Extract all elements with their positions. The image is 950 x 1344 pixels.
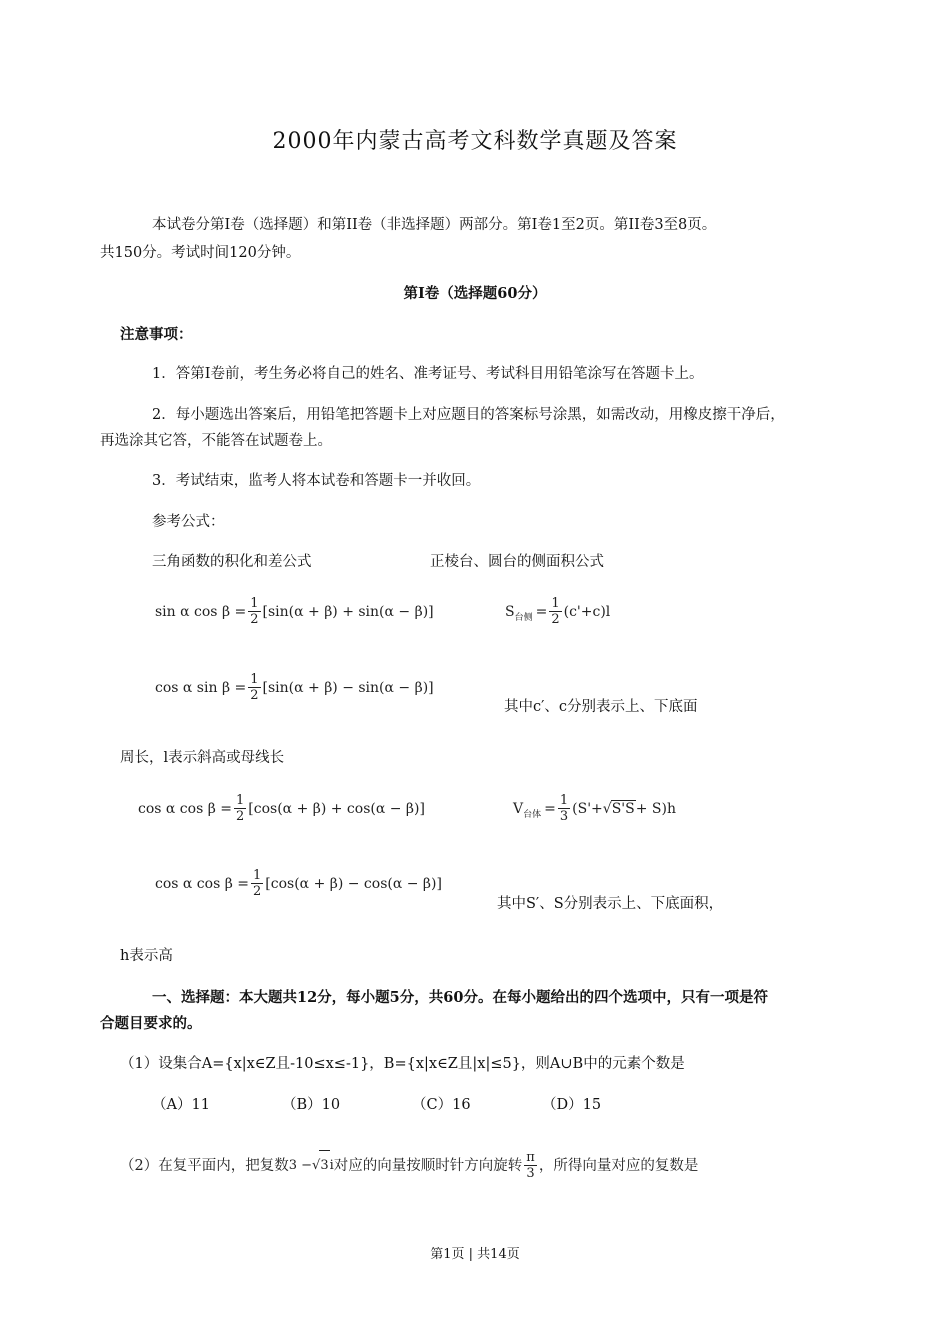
area-note-continued: 周长，l表示斜高或母线长 [120, 750, 285, 766]
frustum-area-heading: 正棱台、圆台的侧面积公式 [430, 554, 604, 570]
part1-heading-line-1: 一、选择题：本大题共12分，每小题5分，共60分。在每小题给出的四个选项中，只有一项是符 [152, 989, 768, 1006]
question-1-options [152, 1090, 672, 1120]
question-1-stem: （1）设集合A={x|x∈Z且-10≤x≤-1}，B={x|x∈Z且|x|≤5}，则A∪B中的元素个数是 [120, 1056, 685, 1072]
notice-item-2-line-2: 再选涂其它答，不能答在试题卷上。 [100, 433, 332, 449]
intro-line-2: 共150分。考试时间120分钟。 [100, 245, 301, 261]
volume-note-continued: h表示高 [120, 948, 173, 964]
formula-sin-cos: sin α cos β = $\frac{1}{2}$ [sin(α + β) + sin(α − β)] [155, 596, 434, 627]
formula-cos-cos-minus: cos α cos β = $\frac{1}{2}$ [cos(α + β) − cos(α − β)] [155, 868, 442, 899]
formula-frustum-volume: V 台体 = $\frac{1}{3}$ (S'+ √ S'S + S)h [513, 793, 676, 824]
option-c: （C）16 [412, 1097, 471, 1113]
page-footer: 第1页 | 共14页 [430, 1247, 520, 1262]
part1-heading-line-2: 合题目要求的。 [100, 1015, 202, 1032]
notice-heading: 注意事项： [120, 326, 193, 343]
volume-note: 其中S′、S分别表示上、下底面积， [497, 896, 724, 912]
trig-formula-heading: 三角函数的积化和差公式 [152, 554, 312, 570]
notice-item-2-line-1: 2．每小题选出答案后，用铅笔把答题卡上对应题目的答案标号涂黑，如需改动，用橡皮擦干净后， [152, 407, 785, 423]
area-note: 其中c′、c分别表示上、下底面 [504, 699, 698, 715]
formula-frustum-area: S 台侧 = $\frac{1}{2}$ (c'+c)l [505, 596, 611, 627]
document-title: 2000年内蒙古高考文科数学真题及答案 [272, 129, 678, 154]
question-2-stem: （2）在复平面内，把复数 3 − √ 3 i 对应的向量按顺时针方向旋转 $\frac{\pi}{3}$ ，所得向量对应的复数是 [120, 1150, 699, 1181]
reference-label: 参考公式： [152, 514, 225, 530]
option-d: （D）15 [542, 1097, 602, 1113]
section-heading: 第Ⅰ卷（选择题60分） [403, 285, 547, 302]
notice-item-1: 1．答第Ⅰ卷前，考生务必将自己的姓名、准考证号、考试科目用铅笔涂写在答题卡上。 [152, 366, 704, 382]
option-b: （B）10 [282, 1097, 341, 1113]
formula-cos-sin: cos α sin β = $\frac{1}{2}$ [sin(α + β) − sin(α − β)] [155, 672, 434, 703]
notice-item-3: 3．考试结束，监考人将本试卷和答题卡一并收回。 [152, 473, 481, 489]
option-a: （A）11 [152, 1097, 210, 1113]
intro-line-1: 本试卷分第Ⅰ卷（选择题）和第II卷（非选择题）两部分。第Ⅰ卷1至2页。第II卷3至8页。 [152, 217, 717, 233]
formula-cos-cos-plus: cos α cos β = $\frac{1}{2}$ [cos(α + β) + cos(α − β)] [138, 793, 425, 824]
